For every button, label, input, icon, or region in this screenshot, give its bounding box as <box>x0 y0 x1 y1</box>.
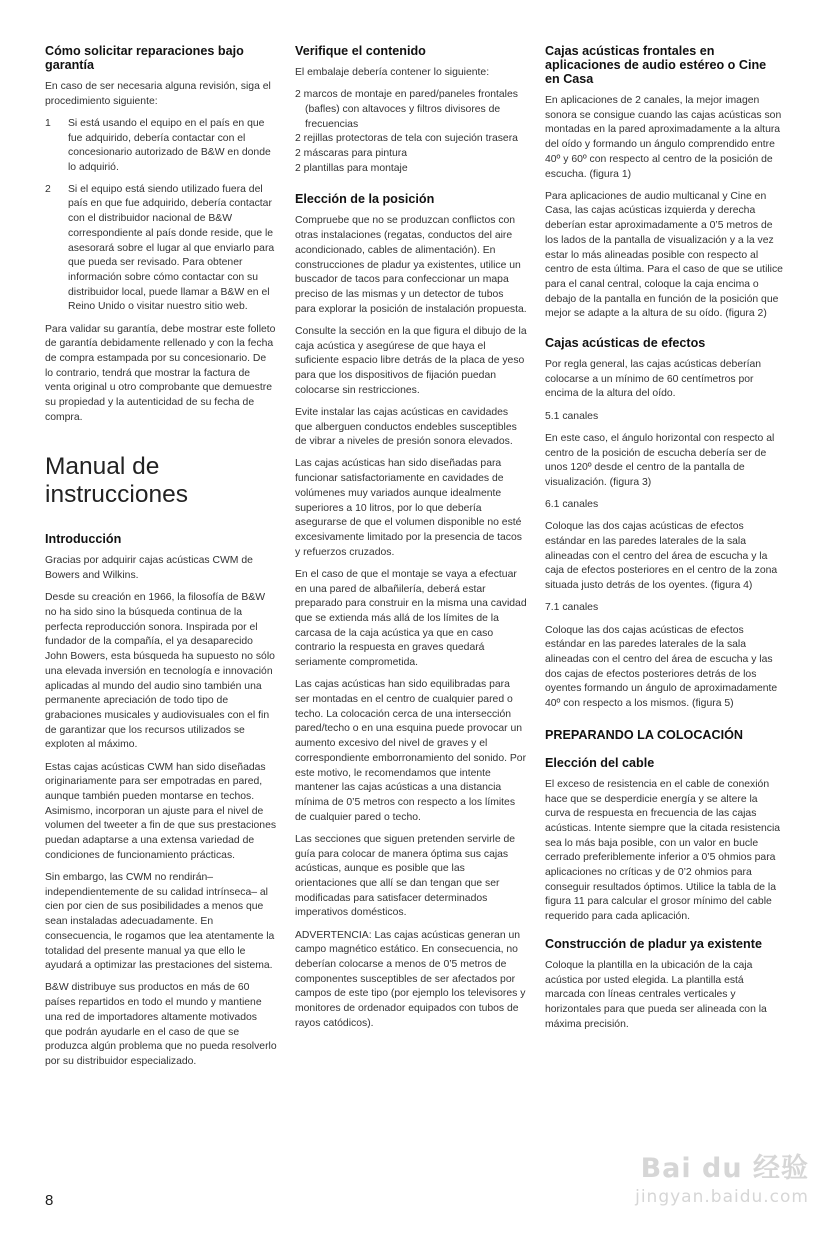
column-middle <box>295 44 527 1039</box>
manual-title-line2: instrucciones <box>45 481 188 509</box>
front-speakers-heading: Cajas acústicas frontales en aplicaciones de audio estéreo o Cine en Casa <box>545 44 767 86</box>
column-left <box>45 44 277 1077</box>
step-number: 1 <box>45 117 51 129</box>
front-paragraph: En aplicaciones de 2 canales, la mejor imagen sonora se consigue cuando las cajas acústicas son montadas en la pared aproximadamente a la altura del oído y formando un ángulo comprendido entre 40º y 60º con respecto al centro de la posición de escucha. (figura 1) <box>545 95 782 180</box>
step-text: Si el equipo está siendo utilizado fuera del país en que fue adquirido, debería contactar con el distribuidor nacional de B&W correspondiente al país donde reside, que le asesorará sobre el lugar al que enviarlo para que pueda ser revisado. Para obtener información sobre cómo contactar con su distribuidor local, puede llamar a B&W en el Reino Unido o visitar nuestro sitio web. <box>68 183 275 313</box>
channel-text-71: Coloque las dos cajas acústicas de efectos estándar en las paredes laterales de la sala alineadas con el centro del área de escucha y las dos cajas de efectos posteriores detrás de los oyentes formando un ángulo de aproximadamente 40º con respecto a los mismos. (figura 5) <box>545 624 778 710</box>
watermark-url: jingyan.baidu.com <box>635 1187 809 1207</box>
watermark <box>635 1146 809 1207</box>
warranty-intro: En caso de ser necesaria alguna revisión, siga el procedimiento siguiente: <box>45 81 271 107</box>
contents-heading: Verifique el contenido <box>295 44 426 58</box>
contents-list <box>295 88 527 176</box>
step-text: Si está usando el equipo en el país en que fue adquirido, debería contactar con el concesionario autorizado de B&W en donde lo adquirió. <box>68 117 271 174</box>
position-paragraph: En el caso de que el montaje se vaya a efectuar en una pared de albañilería, deberá estar preparado para construir en la misma una cavidad que se extienda más allá de los límites de la carcasa de la caja acústica ya que en caso contrario la respuesta en graves quedará seriamente comprometida. <box>295 568 527 669</box>
prep-heading: PREPARANDO LA COLOCACIÓN <box>545 727 744 742</box>
contents-item: 2 marcos de montaje en pared/paneles frontales (bafles) con altavoces y filtros divisores de frecuencias <box>295 89 518 130</box>
drywall-heading: Construcción de pladur ya existente <box>545 936 762 951</box>
cable-heading: Elección del cable <box>545 755 655 770</box>
warranty-heading: Cómo solicitar reparaciones bajo garantía <box>45 44 244 72</box>
contents-item: 2 plantillas para montaje <box>295 162 408 174</box>
warranty-steps <box>45 117 277 315</box>
position-paragraph: Compruebe que no se produzcan conflictos con otras instalaciones (regatas, conductos del aire acondicionado, cables de alimentación). En construcciones de pladur ya existentes, utilice un buscador de tacos para confeccionar un mapa preciso de las mismas y un detector de tubos para explorar la posición de instalación propuesta. <box>295 215 527 315</box>
contents-item: 2 rejillas protectoras de tela con sujeción trasera <box>295 133 518 145</box>
intro-heading: Introducción <box>45 532 122 547</box>
manual-title <box>45 453 277 509</box>
channel-text-51: En este caso, el ángulo horizontal con respecto al centro de la posición de escucha debería ser de unos 120º desde el centro de la pantalla de visualización. (figura 3) <box>545 432 775 488</box>
position-paragraph: Las cajas acústicas han sido diseñadas para funcionar satisfactoriamente en cavidades de volúmenes muy variados aunque idealmente superiores a 10 litros, por lo que debería asegurarse de que el volumen disponible no esté excesivamente limitado por la presencia de tacos y refuerzos cruzados. <box>295 458 522 558</box>
position-paragraph: Evite instalar las cajas acústicas en cavidades que alberguen conductos endebles susceptibles de vibrar a niveles de presión sonora elevados. <box>295 406 517 448</box>
effects-heading: Cajas acústicas de efectos <box>545 336 706 351</box>
intro-paragraph: Sin embargo, las CWM no rendirán– independientemente de su calidad intrínseca– al cien por cien de sus posibilidades a menos que sean instaladas adecuadamente. En consecuencia, le rogamos que lea atentamente la totalidad del presente manual ya que ello le ayudará a optimizar las prestaciones del sistema. <box>45 872 275 972</box>
manual-title-line1: Manual de <box>45 453 160 481</box>
position-heading: Elección de la posición <box>295 192 435 207</box>
contents-item: 2 máscaras para pintura <box>295 148 408 160</box>
watermark-logo: Bai du 经验 <box>640 1153 809 1184</box>
intro-paragraph: Desde su creación en 1966, la filosofía de B&W no ha sido sino la búsqueda continua de la perfecta reproducción sonora. Inspirada por el fundador de la compañía, el ya desaparecido John Bowers, esta búsqueda ha supuesto no sólo una elevada inversión en tecnología e innovación aplicadas al mundo del audio sino también una permanente apreciación de todo tipo de grabaciones musicales y audiovisuales con el fin de garantizar que los recursos utilizados se exploten al máximo. <box>45 592 275 751</box>
channel-label-51: 5.1 canales <box>545 410 599 422</box>
intro-paragraph: Estas cajas acústicas CWM han sido diseñadas originariamente para ser empotradas en pared, aunque también pueden montarse en techos. Asimismo, incorporan un ajuste para el nivel de volumen del tweeter a fin de que sus prestaciones puedan adaptarse a una extensa variedad de condiciones de funcionamiento prácticas. <box>45 761 277 861</box>
warranty-validate: Para validar su garantía, debe mostrar este folleto de garantía debidamente rellenado y con la fecha de compra estampada por su concesionario. De lo contrario, tendrá que mostrar la factura de venta original u otro comprobante que demuestre su propiedad y la autenticidad de su fecha de compra. <box>45 323 276 423</box>
cable-paragraph: El exceso de resistencia en el cable de conexión hace que se desperdicie energía y se altere la curva de respuesta en frecuencia de las cajas acústicas. Intente siempre que la citada resistencia sea lo más baja posible, con un valor en bucle cerrado preferiblemente inferior a 0’5 ohmios para aplicaciones no críticas y de 0’2 ohmios para conseguir resultados óptimos. Utilice la tabla de la figura 11 para calcular el grosor mínimo del cable requerido para cada aplicación. <box>545 778 781 923</box>
warning-paragraph: ADVERTENCIA: Las cajas acústicas generan un campo magnético estático. En consecuencia, no deberían colocarse a menos de 0’5 metros de componentes susceptibles de ser afectados por campos de este tipo (por ejemplo los televisores y monitores de ordenador equipados con tubos de rayos catódicos). <box>295 929 526 1029</box>
position-paragraph: Las secciones que siguen pretenden servirle de guía para colocar de manera óptima sus cajas acústicas, aunque es posible que las orientaciones que allí se dan tengan que ser modificadas para satisfacer determinados imperativos domésticos. <box>295 833 516 919</box>
drywall-paragraph: Coloque la plantilla en la ubicación de la caja acústica por usted elegida. La plantilla está marcada con líneas centrales verticales y horizontales para que pueda ser alineada con la máxima precisión. <box>545 959 767 1030</box>
position-paragraph: Las cajas acústicas han sido equilibradas para ser montadas en el centro de cualquier pared o techo. La colocación cerca de una intersección pared/techo o en una esquina puede provocar un aumento excesivo del nivel de graves y el correspondiente emborronamiento del sonido. Por este motivo, le recomendamos que intente mantener las cajas acústicas a una distancia mínima de 0’5 metros con respecto a los límites de cualquier pared o techo. <box>295 679 527 823</box>
warranty-step <box>45 183 277 315</box>
front-paragraph: Para aplicaciones de audio multicanal y Cine en Casa, las cajas acústicas izquierda y derecha deberían estar aproximadamente a 0’5 metros de los lados de la pantalla de visualización y a la vez estar lo más alineadas posible con respecto al centro de esta última. Para el caso de que se utilice para el canal central, coloque la caja encima o debajo de la pantalla en función de la posición que mejor se adapte a la altura de su oído. (figura 2) <box>545 190 783 320</box>
effects-paragraph: Por regla general, las cajas acústicas deberían colocarse a un mínimo de 60 centímetros por encima de la altura del oído. <box>545 359 762 400</box>
contents-intro: El embalaje debería contener lo siguiente: <box>295 67 490 78</box>
intro-paragraph: Gracias por adquirir cajas acústicas CWM de Bowers and Wilkins. <box>45 555 253 582</box>
channel-label-61: 6.1 canales <box>545 499 599 511</box>
intro-paragraph: B&W distribuye sus productos en más de 60 países repartidos en todo el mundo y mantiene una red de importadores altamente motivados que podrán ayudarle en el caso de que se produzca algún problema que no pueda resolverlo por su distribuidor especializado. <box>45 982 277 1067</box>
column-right <box>545 44 783 1040</box>
warranty-step <box>45 117 277 176</box>
channel-text-61: Coloque las dos cajas acústicas de efectos estándar en las paredes laterales de la sala alineadas con el centro del área de escucha y la caja de efectos posteriores en el centro de la zona situada justo detrás de los oyentes. (figura 4) <box>545 521 778 592</box>
step-number: 2 <box>45 183 51 195</box>
position-paragraph: Consulte la sección en la que figura el dibujo de la caja acústica y asegúrese de que haya el suficiente espacio libre detrás de la placa de yeso para que los dispositivos de fijación puedan colocarse sin restricciones. <box>295 325 527 396</box>
channel-label-71: 7.1 canales <box>545 602 599 614</box>
page-number: 8 <box>45 1192 54 1209</box>
